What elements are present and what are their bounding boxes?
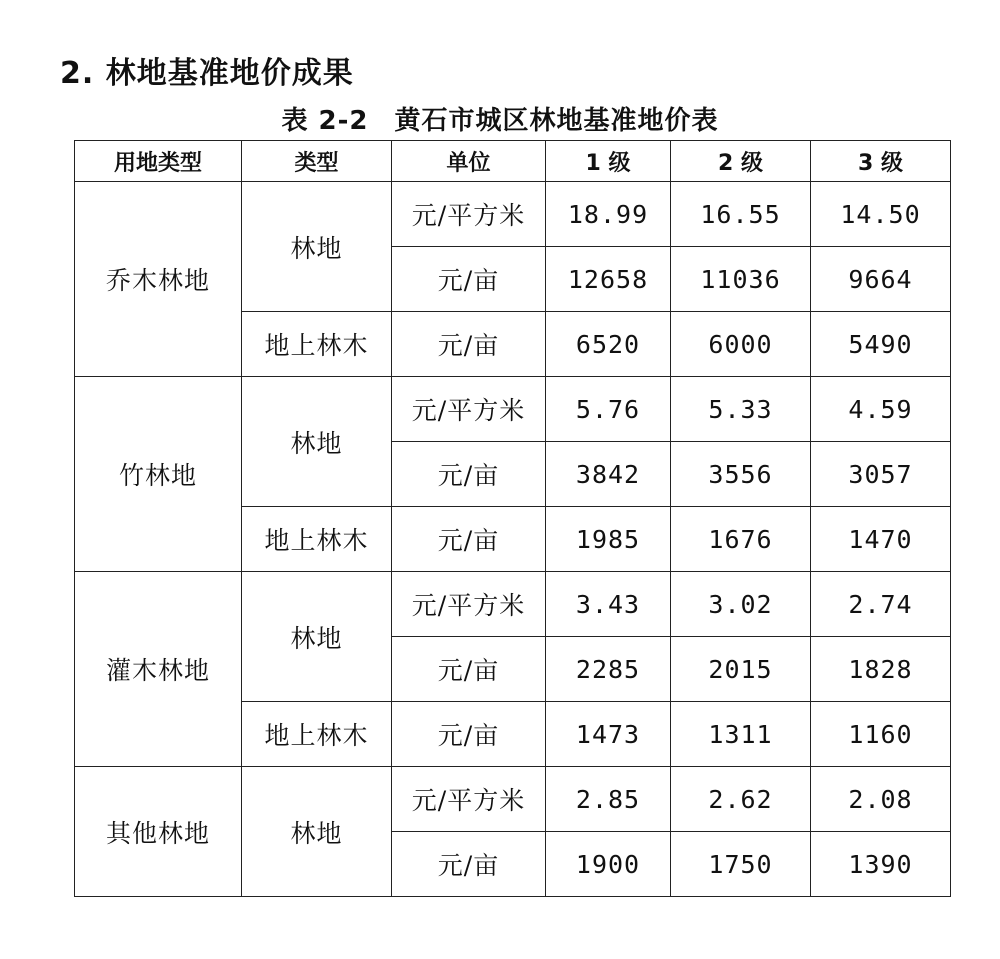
level-2-cell: 1676 (671, 507, 811, 572)
kind-cell: 地上林木 (242, 702, 392, 767)
header-level-1: 1 级 (546, 141, 671, 182)
level-1-cell: 3842 (546, 442, 671, 507)
unit-cell: 元/亩 (392, 832, 546, 897)
level-1-cell: 3.43 (546, 572, 671, 637)
level-2-cell: 6000 (671, 312, 811, 377)
unit-cell: 元/亩 (392, 442, 546, 507)
unit-cell: 元/亩 (392, 507, 546, 572)
level-3-cell: 1390 (811, 832, 951, 897)
level-2-cell: 3556 (671, 442, 811, 507)
level-1-cell: 18.99 (546, 182, 671, 247)
unit-cell: 元/亩 (392, 312, 546, 377)
level-2-cell: 2.62 (671, 767, 811, 832)
level-2-cell: 11036 (671, 247, 811, 312)
table-row (75, 767, 951, 832)
level-2-cell: 3.02 (671, 572, 811, 637)
level-3-cell: 1828 (811, 637, 951, 702)
kind-cell: 林地 (242, 377, 392, 507)
header-level-2: 2 级 (671, 141, 811, 182)
level-3-cell: 2.08 (811, 767, 951, 832)
unit-cell: 元/亩 (392, 702, 546, 767)
level-2-cell: 1750 (671, 832, 811, 897)
land-type-cell: 乔木林地 (75, 182, 242, 377)
section-title: 2. 林地基准地价成果 (60, 56, 354, 91)
header-land-type: 用地类型 (75, 141, 242, 182)
table-row (75, 377, 951, 442)
level-2-cell: 5.33 (671, 377, 811, 442)
level-1-cell: 2.85 (546, 767, 671, 832)
kind-cell: 地上林木 (242, 507, 392, 572)
level-2-cell: 1311 (671, 702, 811, 767)
land-type-cell: 灌木林地 (75, 572, 242, 767)
level-1-cell: 12658 (546, 247, 671, 312)
table-title: 黄石市城区林地基准地价表 (394, 106, 719, 136)
table-number: 表 2-2 (281, 106, 369, 136)
level-3-cell: 9664 (811, 247, 951, 312)
level-2-cell: 16.55 (671, 182, 811, 247)
level-1-cell: 6520 (546, 312, 671, 377)
table-row (75, 182, 951, 247)
kind-cell: 林地 (242, 182, 392, 312)
unit-cell: 元/平方米 (392, 572, 546, 637)
header-kind: 类型 (242, 141, 392, 182)
level-3-cell: 4.59 (811, 377, 951, 442)
kind-cell: 林地 (242, 572, 392, 702)
table-caption (0, 100, 1000, 137)
level-3-cell: 14.50 (811, 182, 951, 247)
level-3-cell: 5490 (811, 312, 951, 377)
level-3-cell: 1160 (811, 702, 951, 767)
unit-cell: 元/亩 (392, 637, 546, 702)
kind-cell: 地上林木 (242, 312, 392, 377)
level-1-cell: 5.76 (546, 377, 671, 442)
land-type-cell: 竹林地 (75, 377, 242, 572)
header-level-3: 3 级 (811, 141, 951, 182)
unit-cell: 元/平方米 (392, 767, 546, 832)
level-1-cell: 1900 (546, 832, 671, 897)
unit-cell: 元/平方米 (392, 377, 546, 442)
level-3-cell: 3057 (811, 442, 951, 507)
land-type-cell: 其他林地 (75, 767, 242, 897)
level-3-cell: 2.74 (811, 572, 951, 637)
level-1-cell: 2285 (546, 637, 671, 702)
land-price-table (74, 140, 951, 897)
header-unit: 单位 (392, 141, 546, 182)
level-3-cell: 1470 (811, 507, 951, 572)
level-2-cell: 2015 (671, 637, 811, 702)
level-1-cell: 1473 (546, 702, 671, 767)
table-row (75, 572, 951, 637)
level-1-cell: 1985 (546, 507, 671, 572)
unit-cell: 元/亩 (392, 247, 546, 312)
table-header-row (75, 141, 951, 182)
kind-cell: 林地 (242, 767, 392, 897)
unit-cell: 元/平方米 (392, 182, 546, 247)
